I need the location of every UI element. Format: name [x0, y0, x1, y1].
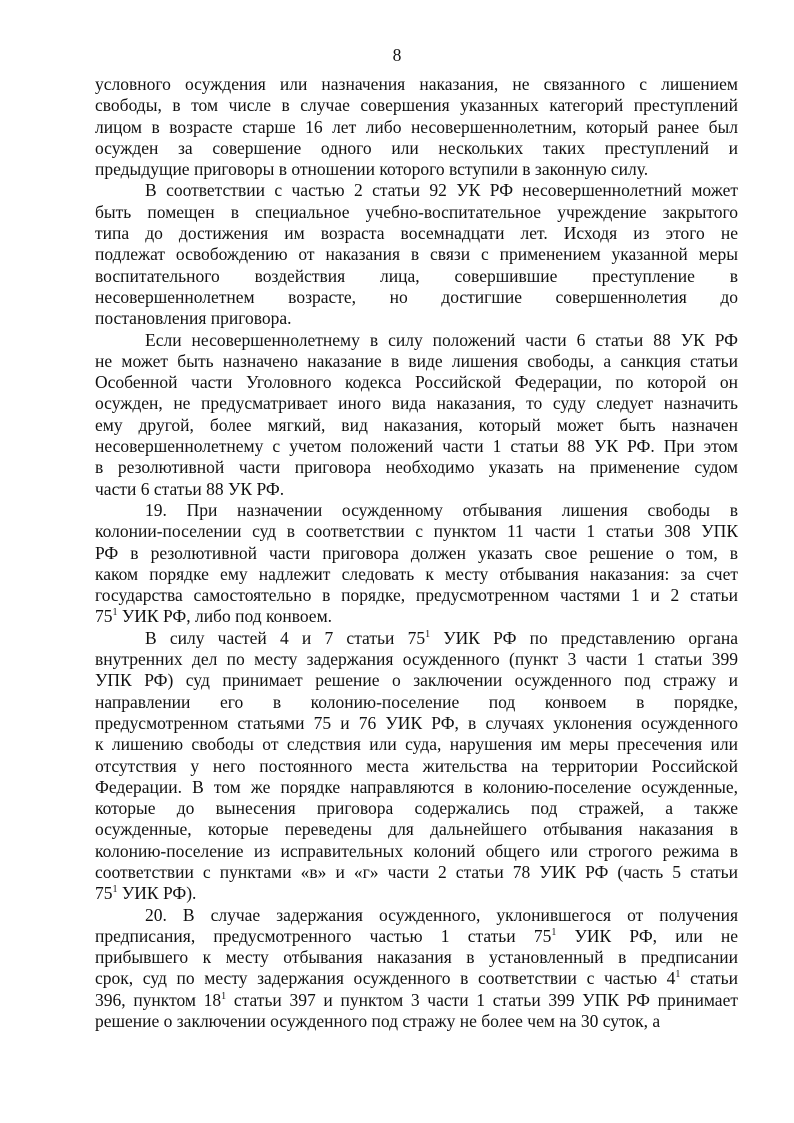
text-line	[95, 180, 738, 201]
text-segment: колонию-поселение из исправительных колоний общего или строгого режима в	[95, 840, 738, 861]
text-line	[95, 734, 738, 755]
text-line	[95, 287, 738, 308]
text-segment: свободы, в том числе в случае совершения указанных категорий преступлений	[95, 95, 738, 116]
text-line	[95, 543, 738, 564]
text-line	[95, 819, 738, 840]
text-line	[95, 351, 738, 372]
text-line	[95, 372, 738, 393]
text-segment: быть помещен в специальное учебно-воспитательное учреждение закрытого	[95, 201, 738, 222]
text-segment: УПК РФ) суд принимает решение о заключении осужденного под стражу и	[95, 670, 738, 691]
superscript: 1	[112, 607, 118, 619]
text-segment: внутренних дел по месту задержания осужденного (пункт 3 части 1 статьи 399	[95, 649, 738, 670]
text-segment: Особенной части Уголовного кодекса Российской Федерации, по которой он	[95, 372, 738, 393]
text-segment: соответствии с пунктами «в» и «г» части 2 статьи 78 УИК РФ (часть 5 статьи	[95, 861, 738, 882]
text-segment: В соответствии с частью 2 статьи 92 УК РФ несовершеннолетний может	[145, 180, 738, 201]
text-segment: 75	[95, 883, 113, 904]
text-segment: решение о заключении осужденного под стражу не более чем на 30 суток, а	[95, 1011, 661, 1032]
superscript: 1	[112, 884, 118, 896]
text-line	[95, 862, 738, 883]
text-segment: лицом в возрасте старше 16 лет либо несовершеннолетним, который ранее был	[95, 116, 738, 137]
text-segment: УИК РФ, или не	[556, 925, 738, 946]
text-segment: в резолютивной части приговора необходимо указать на применение судом	[95, 457, 738, 478]
text-line	[95, 990, 738, 1011]
text-segment: типа до достижения им возраста восемнадцати лет. Исходя из этого не	[95, 223, 738, 244]
text-line	[95, 117, 738, 138]
text-segment: 19. При назначении осужденному отбывания лишения свободы в	[145, 499, 738, 520]
text-segment: отсутствия у него постоянного места жительства на территории Российской	[95, 755, 738, 776]
text-segment: колонии-поселении суд в соответствии с пунктом 11 части 1 статьи 308 УПК	[95, 521, 738, 542]
text-segment: предписания, предусмотренного частью 1 статьи 75	[95, 925, 552, 946]
text-line	[95, 926, 738, 947]
text-line	[95, 713, 738, 734]
text-line	[95, 479, 738, 500]
text-segment: осужденные, которые переведены для дальнейшего отбывания наказания в	[95, 819, 738, 840]
text-segment: государства самостоятельно в порядке, предусмотренном частями 1 и 2 статьи	[95, 585, 738, 606]
text-line	[95, 756, 738, 777]
text-line	[95, 393, 738, 414]
text-line	[95, 1011, 738, 1032]
paragraph	[95, 905, 738, 1033]
text-segment: статьи 397 и пунктом 3 части 1 статьи 399 УПК РФ принимает	[226, 989, 738, 1010]
paragraph	[95, 180, 738, 329]
page-number: 8	[392, 45, 402, 65]
superscript: 1	[675, 969, 681, 981]
text-line	[95, 968, 738, 989]
text-segment: каком порядке ему надлежит следовать к месту отбывания наказания: за счет	[95, 563, 738, 584]
text-segment: несовершеннолетнем возрасте, но достигшие совершеннолетия до	[95, 286, 738, 307]
text-segment: не может быть назначено наказание в виде лишения свободы, а санкция статьи	[95, 350, 738, 371]
paragraph	[95, 330, 738, 500]
text-segment: В силу частей 4 и 7 статьи 75	[145, 627, 426, 648]
text-segment: постановления приговора.	[95, 308, 292, 329]
text-segment: УИК РФ по представлению органа	[430, 627, 738, 648]
text-segment: подлежат освобождению от наказания в связи с применением указанной меры	[95, 244, 738, 265]
text-line	[95, 95, 738, 116]
paragraph	[95, 74, 738, 180]
text-segment: к лишению свободы от следствия или суда, нарушения им меры пресечения или	[95, 734, 738, 755]
text-segment: УИК РФ, либо под конвоем.	[117, 606, 333, 627]
text-line	[95, 223, 738, 244]
text-line	[95, 905, 738, 926]
text-segment: которые до вынесения приговора содержались под стражей, а также	[95, 798, 738, 819]
text-line	[95, 606, 738, 627]
text-segment: Федерации. В том же порядке направляются в колонию-поселение осужденные,	[95, 776, 738, 797]
text-segment: Если несовершеннолетнему в силу положений части 6 статьи 88 УК РФ	[145, 329, 738, 350]
document-body	[95, 74, 738, 1032]
text-line	[95, 841, 738, 862]
text-segment: части 6 статьи 88 УК РФ.	[95, 478, 285, 499]
text-line	[95, 308, 738, 329]
text-line	[95, 159, 738, 180]
text-line	[95, 692, 738, 713]
text-line	[95, 670, 738, 691]
text-line	[95, 777, 738, 798]
text-line	[95, 457, 738, 478]
text-line	[95, 564, 738, 585]
text-segment: прибывшего к месту отбывания наказания в установленный в предписании	[95, 947, 738, 968]
text-segment: 396, пунктом 18	[95, 989, 222, 1010]
text-line	[95, 266, 738, 287]
text-line	[95, 500, 738, 521]
text-segment: 75	[95, 606, 113, 627]
text-line	[95, 202, 738, 223]
text-segment: ему другой, более мягкий, вид наказания, который может быть назначен	[95, 414, 738, 435]
superscript: 1	[425, 628, 431, 640]
superscript: 1	[221, 990, 227, 1002]
text-line	[95, 628, 738, 649]
text-segment: направлении его в колонию-поселение под конвоем в порядке,	[95, 691, 738, 712]
text-line	[95, 585, 738, 606]
text-line	[95, 436, 738, 457]
text-segment: предусмотренном статьями 75 и 76 УИК РФ, в случаях уклонения осужденного	[95, 712, 738, 733]
text-line	[95, 74, 738, 95]
text-line	[95, 947, 738, 968]
text-line	[95, 330, 738, 351]
text-segment: 20. В случае задержания осужденного, уклонившегося от получения	[145, 904, 738, 925]
text-line	[95, 244, 738, 265]
superscript: 1	[551, 926, 557, 938]
paragraph	[95, 628, 738, 905]
text-line	[95, 415, 738, 436]
text-segment: условного осуждения или назначения наказания, не связанного с лишением	[95, 74, 738, 94]
text-line	[95, 883, 738, 904]
paragraph	[95, 500, 738, 628]
text-segment: воспитательного воздействия лица, совершившие преступление в	[95, 265, 738, 286]
text-segment: осужден за совершение одного или нескольких таких преступлений и	[95, 137, 738, 158]
text-line	[95, 521, 738, 542]
text-line	[95, 649, 738, 670]
text-segment: предыдущие приговоры в отношении которого вступили в законную силу.	[95, 159, 649, 180]
text-segment: несовершеннолетнему с учетом положений части 1 статьи 88 УК РФ. При этом	[95, 436, 738, 457]
text-segment: срок, суд по месту задержания осужденного в соответствии с частью 4	[95, 968, 676, 989]
text-segment: осужден, не предусматривает иного вида наказания, то суду следует назначить	[95, 393, 738, 414]
text-line	[95, 798, 738, 819]
text-line	[95, 138, 738, 159]
text-segment: РФ в резолютивной части приговора должен указать свое решение о том, в	[95, 542, 738, 563]
text-segment: УИК РФ).	[117, 883, 197, 904]
text-segment: статьи	[680, 968, 739, 989]
